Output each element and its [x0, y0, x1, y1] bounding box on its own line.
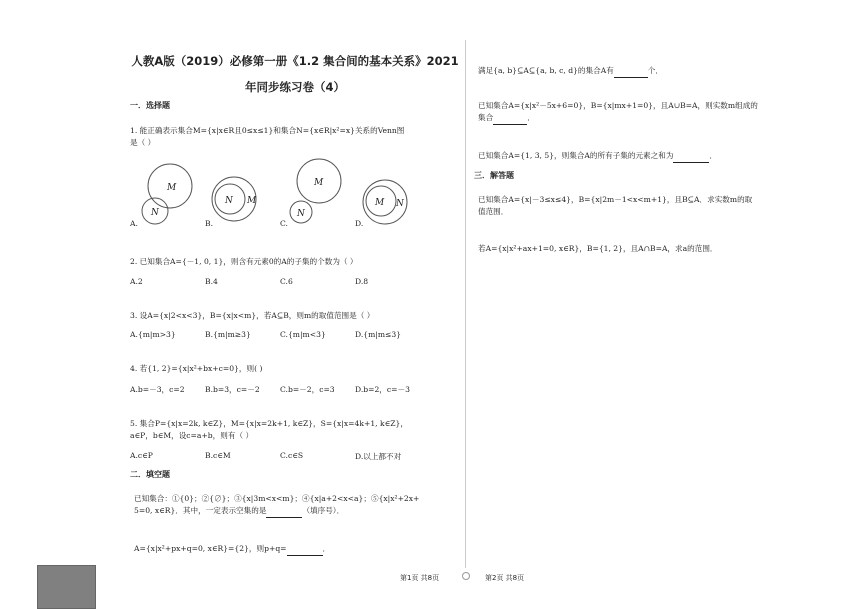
venn-c-svg [287, 157, 347, 227]
venn-b-label-m: M [247, 196, 257, 206]
fill-question-1-suffix: （填序号）． [302, 506, 345, 515]
venn-b-label-n: N [225, 196, 233, 206]
fill-question-2-text: A={x|x²+px+q=0, x∈R}={2}，则p+q= [134, 544, 287, 553]
q5-option-a[interactable]: A.c∈P [130, 451, 153, 460]
right-question-1-blank[interactable] [614, 65, 648, 78]
q3-option-a[interactable]: A.{m|m>3} [130, 330, 176, 339]
section-fill-heading: 二．填空题 [130, 470, 170, 479]
right-question-4 [478, 194, 808, 218]
q4-option-c[interactable]: C.b=－2，c=3 [280, 385, 335, 394]
right-question-2-suffix: ． [527, 113, 535, 122]
doc-title-line2: 年同步练习卷（4） [244, 80, 345, 94]
page-divider [465, 40, 466, 568]
fill-question-1-line1: 已知集合：①{0}；②{∅}；③{x|3m<x<m}；④{x|a+2<x<a}；⑤{x|x²+2x+ [134, 494, 420, 503]
q2-option-c[interactable]: C.6 [280, 277, 293, 286]
question-1 [130, 125, 460, 149]
fill-question-1 [134, 493, 460, 518]
q4-option-a[interactable]: A.b=－3，c=2 [130, 385, 185, 394]
question-5-line2: a∈P，b∈M，设c=a+b，则有（ ） [130, 431, 254, 440]
venn-b-svg [207, 173, 267, 223]
right-question-1 [478, 65, 663, 78]
q2-option-d[interactable]: D.8 [355, 277, 369, 286]
right-question-2 [478, 100, 808, 125]
question-5 [130, 418, 460, 442]
section-answer-heading: 三．解答题 [474, 171, 514, 180]
q3-option-d[interactable]: D.{m|m≤3} [355, 330, 402, 339]
q5-option-b[interactable]: B.c∈M [205, 451, 231, 460]
question-5-line1: 5. 集合P={x|x=2k, k∈Z}，M={x|x=2k+1, k∈Z}，S={x|x=4k+1, k∈Z}， [130, 419, 408, 428]
venn-d-svg [360, 177, 410, 227]
right-question-4-line1: 已知集合A={x|－3≤x≤4}，B={x|2m－1<x<m+1}，且B⊆A．求实数m的取 [478, 195, 753, 204]
right-question-3-blank[interactable] [673, 150, 709, 163]
fill-question-1-text: 5=0, x∈R}．其中，一定表示空集的是 [134, 506, 267, 515]
venn-d-label-n: N [396, 199, 404, 209]
question-3: 3. 设A={x|2<x<3}，B={x|x<m}，若A⊆B，则m的取值范围是（ ） [130, 311, 375, 320]
fill-question-2 [134, 543, 330, 556]
right-question-2-line1: 已知集合A={x|x²－5x+6=0}，B={x|mx+1=0}，且A∪B=A，则实数m组成的 [478, 101, 758, 110]
q1-option-c[interactable]: C. [280, 219, 288, 228]
venn-option-a [130, 157, 200, 227]
q5-option-d[interactable]: D.以上都不对 [355, 452, 402, 461]
q1-option-d[interactable]: D. [355, 219, 364, 228]
q2-option-a[interactable]: A.2 [130, 277, 143, 286]
section-choice-heading: 一．选择题 [130, 101, 170, 110]
venn-d-label-m: M [375, 198, 385, 208]
fill-question-2-suffix: ． [322, 544, 331, 553]
q4-option-b[interactable]: B.b=3，c=－2 [205, 385, 260, 394]
fill-question-1-line2 [134, 505, 460, 518]
right-question-2-blank[interactable] [493, 112, 527, 125]
question-1-line1: 1. 能正确表示集合M={x|x∈R且0≤x≤1}和集合N={x∈R|x²=x}关系的Venn图 [130, 126, 405, 135]
venn-c-label-m: M [314, 178, 324, 188]
right-question-1-suffix: 个． [647, 66, 663, 75]
q3-option-b[interactable]: B.{m|m≥3} [205, 330, 251, 339]
page-number-right: 第2页 共8页 [485, 574, 525, 582]
q1-option-b[interactable]: B. [205, 219, 213, 228]
page-number-left: 第1页 共8页 [400, 574, 440, 582]
question-2: 2. 已知集合A={－1, 0, 1}，则含有元素0的A的子集的个数为（ ） [130, 257, 358, 266]
venn-a-label-m: M [167, 183, 177, 193]
right-question-5: 若A={x|x²+ax+1=0, x∈R}，B={1, 2}，且A∩B=A，求a的范围． [478, 244, 718, 253]
venn-option-b [207, 173, 267, 223]
venn-option-d [360, 177, 410, 227]
right-question-1-text: 满足{a, b}⊆A⊆{a, b, c, d}的集合A有 [478, 66, 614, 75]
venn-c-label-n: N [297, 209, 305, 219]
right-page [468, 0, 860, 607]
right-question-4-line2: 值范围． [478, 207, 509, 216]
venn-a-svg [130, 157, 200, 227]
q5-option-c[interactable]: C.c∈S [280, 451, 304, 460]
q2-option-b[interactable]: B.4 [205, 277, 218, 286]
fill-question-1-blank[interactable] [266, 505, 302, 518]
right-question-3-suffix: ． [709, 151, 718, 160]
q3-option-c[interactable]: C.{m|m<3} [280, 330, 326, 339]
question-1-line2: 是（ ） [130, 138, 156, 147]
right-question-2-line2 [478, 112, 808, 125]
right-question-3-text: 已知集合A={1, 3, 5}，则集合A的所有子集的元素之和为 [478, 151, 674, 160]
venn-a-label-n: N [151, 208, 159, 218]
q4-option-d[interactable]: D.b=2，c=－3 [355, 385, 410, 394]
fill-question-2-blank[interactable] [287, 543, 323, 556]
q1-option-a[interactable]: A. [130, 219, 138, 228]
question-4: 4. 若{1, 2}={x|x²+bx+c=0}，则( ) [130, 364, 263, 373]
venn-option-c [287, 157, 347, 227]
gray-thumbnail-box [37, 565, 96, 609]
doc-title-line1: 人教A版（2019）必修第一册《1.2 集合间的基本关系》2021 [131, 54, 459, 68]
right-question-3 [478, 150, 717, 163]
right-question-2-text: 集合 [478, 113, 494, 122]
